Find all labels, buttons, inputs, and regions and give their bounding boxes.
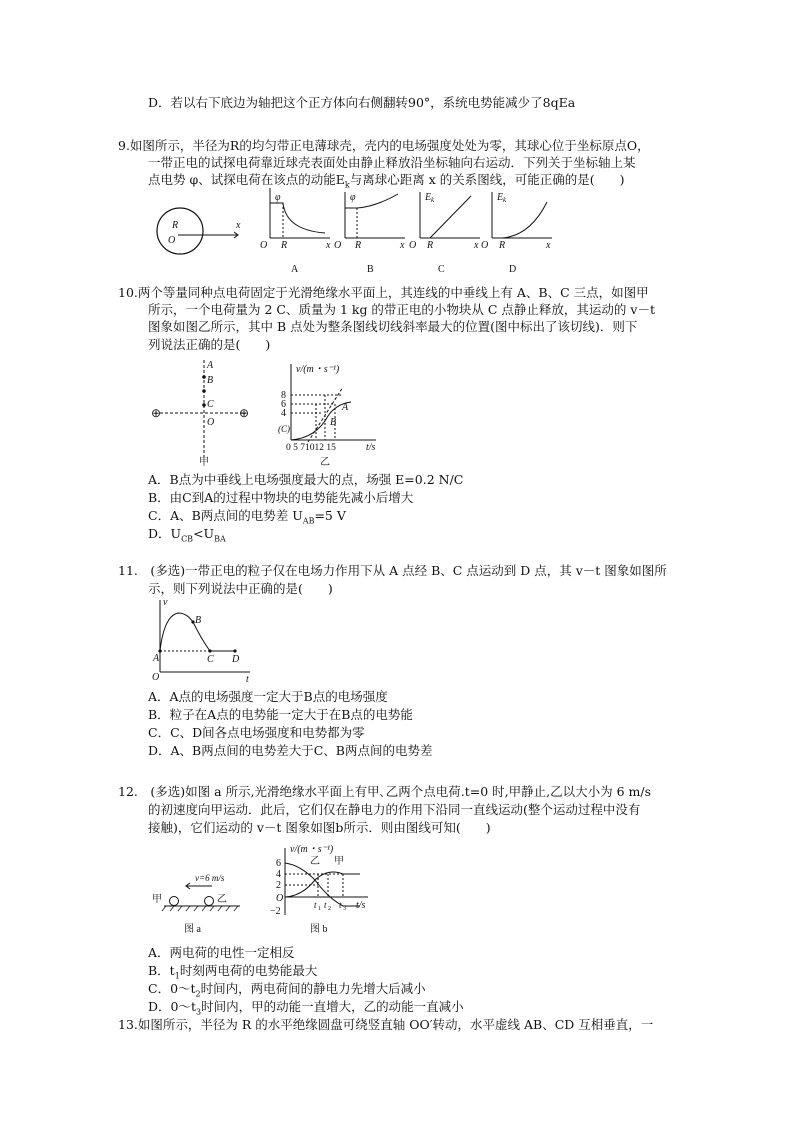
q12-figure — [150, 840, 390, 940]
svg-text:乙: 乙 — [217, 894, 227, 905]
q9-graph-a — [260, 188, 331, 275]
q10-text-line-3: 图象如图乙所示，其中 B 点处为整条图线切线斜率最大的位置(图中标出了该切线)．则下 — [148, 319, 638, 334]
q9-sphere-shell — [157, 208, 203, 254]
q9-graph-b — [334, 192, 405, 275]
svg-text:4: 4 — [281, 408, 286, 419]
svg-text:A: A — [207, 360, 214, 371]
svg-text:(C): (C) — [278, 424, 290, 434]
svg-text:O: O — [152, 672, 160, 683]
svg-text:图 a: 图 a — [184, 924, 201, 935]
q12-figure-a — [152, 873, 240, 935]
svg-text:O: O — [481, 240, 489, 251]
q10-option-b: B．由C到A的过程中物块的电势能先减小后增大 — [148, 490, 414, 505]
q10-option-a: A．B点为中垂线上电场强度最大的点，场强 E=0.2 N/C — [148, 472, 464, 487]
q9-figure — [150, 188, 560, 278]
q10-charge-right: ⊕ — [239, 406, 250, 420]
svg-text:2: 2 — [276, 880, 281, 891]
svg-text:x: x — [474, 240, 479, 251]
svg-text:φ: φ — [275, 192, 281, 203]
q12-option-d: D．$0\sim t_3$时间内，甲的动能一直增大，乙的动能一直减小 — [148, 999, 464, 1017]
svg-text:t/s: t/s — [366, 442, 376, 453]
svg-text:4: 4 — [276, 869, 281, 880]
svg-text:t: t — [324, 900, 327, 910]
svg-text:2: 2 — [328, 906, 331, 912]
q10-text-line-4: 列说法正确的是( ) — [148, 337, 271, 352]
svg-text:甲: 甲 — [152, 894, 162, 905]
svg-text:x: x — [326, 240, 331, 251]
q11-figure — [150, 596, 260, 684]
svg-text:乙: 乙 — [320, 457, 330, 468]
q9-graph-d — [481, 192, 552, 275]
svg-text:乙: 乙 — [310, 856, 320, 867]
q10-option-d: D．$U_{CB}<U_{BA}$ — [148, 526, 226, 544]
svg-text:R: R — [499, 240, 506, 251]
svg-text:v/(m・s⁻¹): v/(m・s⁻¹) — [290, 844, 334, 855]
svg-text:v: v — [163, 597, 168, 608]
svg-text:t/s: t/s — [356, 900, 366, 911]
svg-text:t: t — [314, 900, 317, 910]
svg-text:A: A — [153, 653, 160, 664]
svg-text:D: D — [232, 654, 240, 665]
q9-choice-c: C — [438, 264, 445, 275]
q9-choice-d: D — [509, 264, 517, 275]
svg-text:−2: −2 — [270, 906, 281, 917]
svg-text:C: C — [207, 654, 214, 665]
svg-text:8: 8 — [281, 390, 286, 401]
svg-text:A: A — [342, 402, 349, 413]
svg-text:k: k — [503, 196, 507, 204]
svg-text:O: O — [334, 240, 342, 251]
q9-label-O: O — [168, 235, 176, 246]
q9-text-line-1: 9.如图所示，半径为R的均匀带正电薄球壳，壳内的电场强度处处为零，其球心位于坐标原点O， — [118, 138, 650, 153]
svg-text:R: R — [281, 240, 288, 251]
svg-text:图 b: 图 b — [310, 924, 328, 935]
q9-text-line-3: 点电势 φ、试探电荷在该点的动能$E_k$与离球心距离 x 的关系图线，可能正确的是( ) — [148, 172, 625, 190]
svg-text:v/(m・s⁻¹): v/(m・s⁻¹) — [296, 364, 340, 375]
q12-text-line-1: 12. (多选)如图 a 所示,光滑绝缘水平面上有甲､乙两个点电荷.t=0 时,甲静止,乙以大小为 6 m/s — [118, 784, 651, 799]
svg-text:O: O — [207, 417, 215, 428]
q12-option-b: B．$t_1$时刻两电荷的电势能最大 — [148, 963, 318, 981]
svg-text:甲: 甲 — [199, 457, 209, 468]
svg-text:B: B — [330, 417, 337, 428]
svg-text:0 5 71012 15: 0 5 71012 15 — [286, 443, 336, 453]
q11-text-line-2: 示，则下列说法中正确的是( ) — [148, 581, 333, 596]
q11-option-c: C．C、D间各点电场强度和电势都为零 — [148, 725, 365, 740]
svg-text:x: x — [400, 240, 405, 251]
q10-text-line-2: 所示，一个电荷量为 2 C、质量为 1 kg 的带正电的小物块从 C 点静止释放，其运动的 v－t — [148, 302, 655, 317]
svg-text:B: B — [207, 375, 214, 386]
svg-text:v=6 m/s: v=6 m/s — [195, 873, 225, 883]
svg-text:B: B — [195, 615, 202, 626]
q11-option-b: B．粒子在A点的电势能一定大于在B点的电势能 — [148, 707, 413, 722]
svg-text:t: t — [246, 674, 249, 684]
q13-text-line-1: 13.如图所示，半径为 R 的水平绝缘圆盘可绕竖直轴 OO′转动，水平虚线 AB、CD 互相垂直，一 — [118, 1017, 654, 1032]
svg-text:甲: 甲 — [334, 856, 344, 867]
q11-text-line-1: 11. (多选)一带正电的粒子仅在电场力作用下从 A 点经 B、C 点运动到 D 点，其 v－t 图象如图所 — [118, 563, 667, 578]
q10-option-c: C．A、B两点间的电势差 $U_{AB}=5$ V — [148, 508, 346, 526]
q10-charge-left: ⊕ — [151, 406, 162, 420]
q11-option-d: D．A、B两点间的电势差大于C、B两点间的电势差 — [148, 743, 433, 758]
svg-text:R: R — [427, 240, 434, 251]
svg-text:φ: φ — [350, 192, 356, 203]
q10-figure-yi — [278, 364, 376, 468]
svg-text:6: 6 — [281, 399, 286, 410]
svg-text:6: 6 — [276, 858, 281, 869]
svg-text:k: k — [431, 196, 435, 204]
q10-figure — [148, 352, 398, 470]
q8-option-d: D．若以右下底边为轴把这个正方体向右侧翻转90°，系统电势能减少了8qEa — [148, 95, 576, 110]
q12-option-c: C．$0\sim t_2$时间内，两电荷间的静电力先增大后减小 — [148, 981, 426, 999]
q12-text-line-3: 接触)，它们运动的 v－t 图象如图b所示．则由图线可知( ) — [148, 820, 491, 835]
q9-text-line-2: 一带正电的试探电荷靠近球壳表面处由静止释放沿坐标轴向右运动．下列关于坐标轴上某 — [148, 155, 636, 170]
svg-text:E: E — [497, 192, 504, 203]
svg-text:O: O — [276, 893, 284, 904]
svg-text:C: C — [207, 399, 214, 410]
q12-option-a: A．两电荷的电性一定相反 — [148, 945, 295, 960]
svg-text:O: O — [260, 240, 268, 251]
q10-figure-jia — [151, 360, 249, 468]
q12-text-line-2: 的初速度向甲运动．此后，它们仅在静电力的作用下沿同一直线运动(整个运动过程中没有 — [148, 802, 641, 817]
q9-choice-b: B — [367, 264, 374, 275]
q9-label-R: R — [172, 220, 179, 231]
q9-choice-a: A — [291, 264, 299, 275]
q12-figure-b — [270, 844, 368, 935]
q11-option-a: A．A点的电场强度一定大于B点的电场强度 — [148, 689, 388, 704]
svg-text:t: t — [339, 900, 342, 910]
svg-text:x: x — [546, 240, 551, 251]
q9-graph-c — [409, 192, 480, 275]
svg-text:O: O — [409, 240, 417, 251]
q9-label-x: x — [236, 220, 241, 231]
svg-text:1: 1 — [318, 906, 321, 912]
q10-text-line-1: 10.两个等量同种点电荷固定于光滑绝缘水平面上，其连线的中垂线上有 A、B、C 三点，如图甲 — [118, 285, 649, 300]
svg-text:E: E — [425, 192, 432, 203]
svg-text:R: R — [355, 240, 362, 251]
svg-text:3: 3 — [343, 906, 346, 912]
